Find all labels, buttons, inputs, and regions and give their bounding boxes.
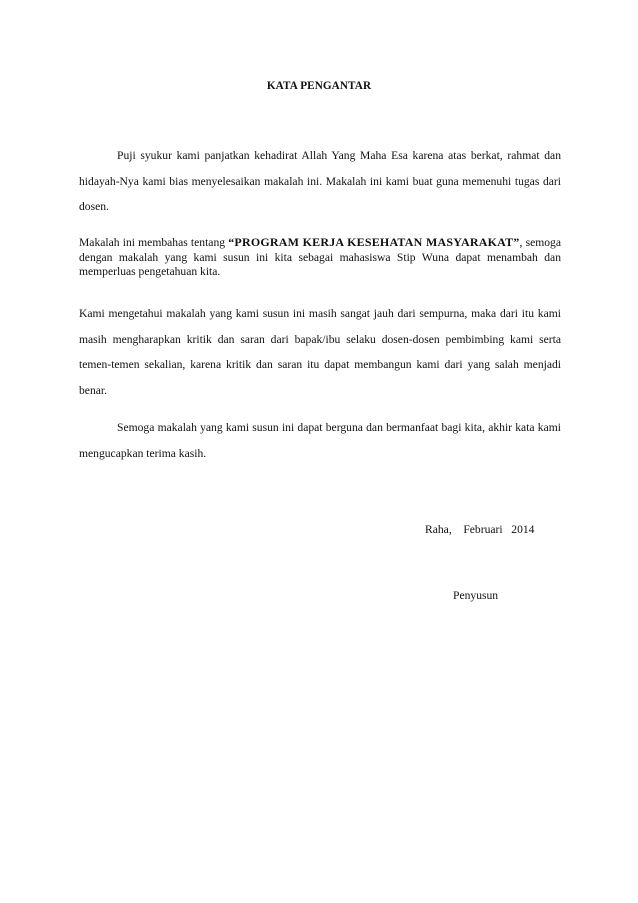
paragraph-topic <box>79 235 561 280</box>
paragraph-apology: Kami mengetahui makalah yang kami susun ini masih sangat jauh dari sempurna, maka dari itu kami masih mengharapkan kritik dan saran dari bapak/ibu selaku dosen-dosen pembimbing kami serta temen-temen sekalian, karena kritik dan saran itu dapat membangun kami dari yang salah menjadi benar. <box>79 307 561 397</box>
place-and-date: Raha, Februari 2014 <box>425 523 535 536</box>
paragraph-closing-text: Semoga makalah yang kami susun ini dapat berguna dan bermanfaat bagi kita, akhir kata kami mengucapkan terima kasih. <box>79 421 561 460</box>
program-title: “PROGRAM KERJA KESEHATAN MASYARAKAT” <box>228 235 520 249</box>
paragraph-closing <box>79 415 561 466</box>
signer-name: Penyusun <box>453 589 499 602</box>
paragraph-topic-rest: , semoga dengan makalah yang kami susun ini kita sebagai mahasiswa Stip Wuna dapat menambah dan memperluas pengetahuan kita. <box>79 236 561 278</box>
paragraph-topic-intro: Makalah ini membahas tentang <box>79 236 229 249</box>
paragraph-opening-text: Puji syukur kami panjatkan kehadirat Allah Yang Maha Esa karena atas berkat, rahmat dan hidayah-Nya kami bias menyelesaikan makalah ini. Makalah ini kami buat guna memenuhi tugas dari dosen. <box>79 149 561 213</box>
document-title: KATA PENGANTAR <box>266 80 372 92</box>
paragraph-opening <box>79 143 561 220</box>
